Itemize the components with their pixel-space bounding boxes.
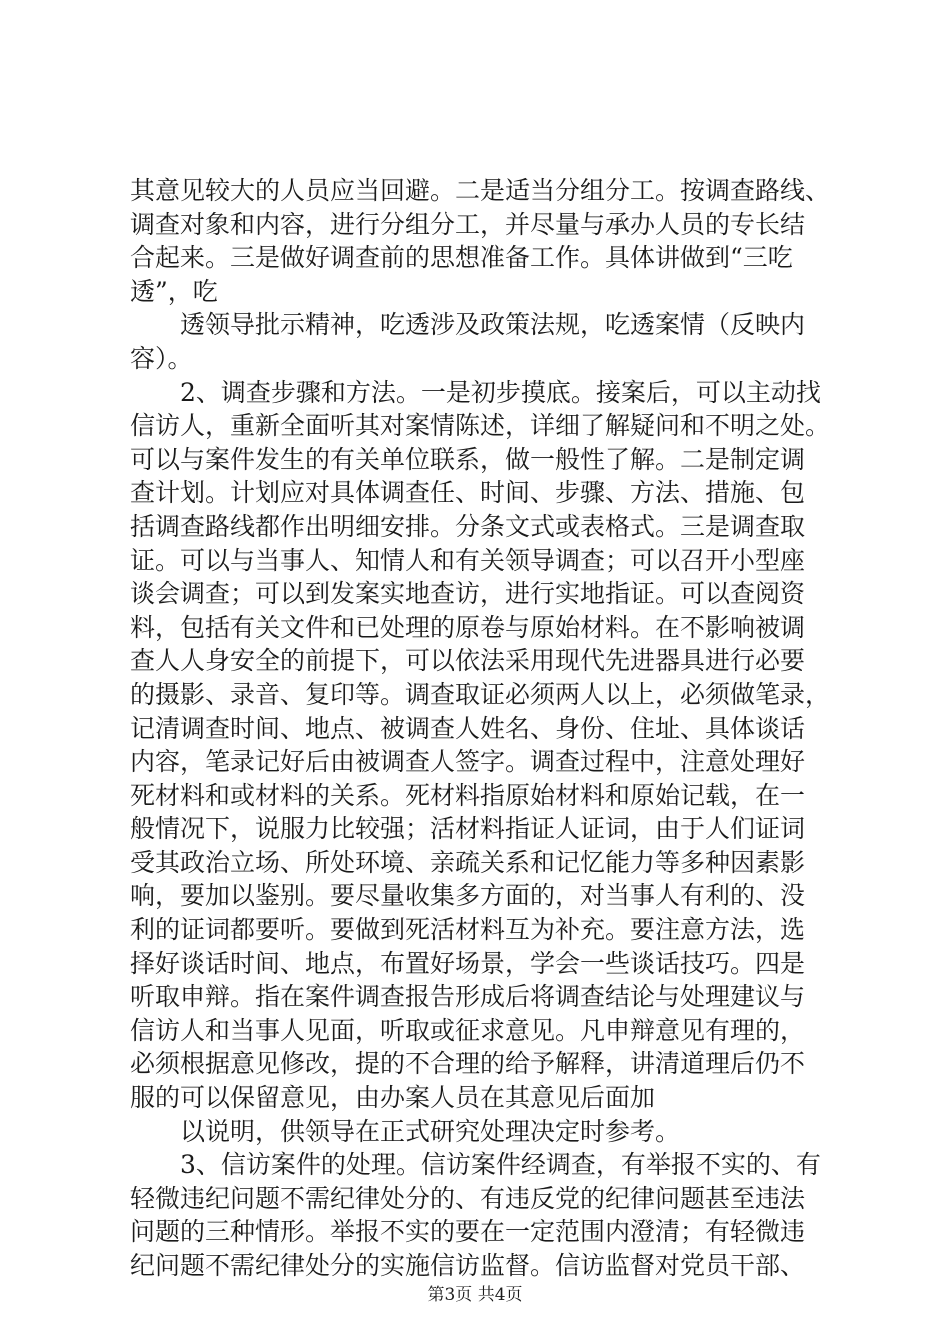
text-line: 调查对象和内容，进行分组分工，并尽量与承办人员的专长结 bbox=[130, 209, 806, 239]
text-line: 其意见较大的人员应当回避。二是适当分组分工。按调查路线、 bbox=[130, 176, 831, 205]
text-line: 必须根据意见修改，提的不合理的给予解释，讲清道理后仍不 bbox=[130, 1049, 806, 1079]
text-line: 纪问题不需纪律处分的实施信访监督。信访监督对党员干部、 bbox=[130, 1251, 806, 1280]
text-line: 合起来。三是做好调查前的思想准备工作。具体讲做到“三吃 bbox=[130, 243, 793, 273]
text-line: 记清调查时间、地点、被调查人姓名、身份、住址、具体谈话 bbox=[130, 713, 806, 743]
text-line: 查计划。计划应对具体调查任、时间、步骤、方法、措施、包 bbox=[130, 478, 806, 508]
text-line: 内容，笔录记好后由被调查人签字。调查过程中，注意处理好 bbox=[130, 747, 806, 777]
text-line: 查人人身安全的前提下，可以依法采用现代先进器具进行必要 bbox=[130, 646, 806, 676]
text-line: 透领导批示精神，吃透涉及政策法规，吃透案情（反映内 bbox=[180, 310, 806, 340]
text-line: 信访人，重新全面听其对案情陈述，详细了解疑问和不明之处。 bbox=[130, 411, 831, 441]
text-line: 问题的三种情形。举报不实的要在一定范围内澄清；有轻微违 bbox=[130, 1217, 806, 1247]
text-line: 轻微违纪问题不需纪律处分的、有违反党的纪律问题甚至违法 bbox=[130, 1183, 806, 1213]
text-line: 服的可以保留意见，由办案人员在其意见后面加 bbox=[130, 1083, 656, 1113]
text-line: 利的证词都要听。要做到死活材料互为补充。要注意方法，选 bbox=[130, 915, 806, 945]
page-footer: 第3页 共4页 bbox=[427, 1285, 523, 1305]
text-line: 3、信访案件的处理。信访案件经调查，有举报不实的、有 bbox=[180, 1150, 821, 1180]
text-line: 死材料和或材料的关系。死材料指原始材料和原始记载，在一 bbox=[130, 780, 806, 810]
text-line: 响，要加以鉴别。要尽量收集多方面的，对当事人有利的、没 bbox=[130, 881, 806, 911]
text-line: 2、调查步骤和方法。一是初步摸底。接案后，可以主动找 bbox=[180, 377, 821, 407]
text-line: 的摄影、录音、复印等。调查取证必须两人以上，必须做笔录， bbox=[130, 679, 831, 709]
text-line: 容）。 bbox=[130, 343, 193, 373]
text-line: 证。可以与当事人、知情人和有关领导调查；可以召开小型座 bbox=[130, 545, 806, 575]
text-line: 括调查路线都作出明细安排。分条文式或表格式。三是调查取 bbox=[130, 511, 806, 541]
text-line: 以说明，供领导在正式研究处理决定时参考。 bbox=[180, 1116, 681, 1146]
text-line: 受其政治立场、所处环境、亲疏关系和记忆能力等多种因素影 bbox=[130, 847, 806, 877]
text-line: 谈会调查；可以到发案实地查访，进行实地指证。可以查阅资 bbox=[130, 579, 806, 609]
text-line: 般情况下，说服力比较强；活材料指证人证词，由于人们证词 bbox=[130, 814, 806, 844]
text-line: 透”，吃 bbox=[130, 276, 218, 306]
document-body bbox=[130, 174, 840, 1283]
text-line: 信访人和当事人见面，听取或征求意见。凡申辩意见有理的， bbox=[130, 1015, 806, 1045]
text-line: 可以与案件发生的有关单位联系，做一般性了解。二是制定调 bbox=[130, 444, 806, 474]
text-line: 料，包括有关文件和已处理的原卷与原始材料。在不影响被调 bbox=[130, 612, 806, 642]
text-line: 听取申辩。指在案件调查报告形成后将调查结论与处理建议与 bbox=[130, 982, 806, 1012]
text-line: 择好谈话时间、地点，布置好场景，学会一些谈话技巧。四是 bbox=[130, 948, 806, 978]
